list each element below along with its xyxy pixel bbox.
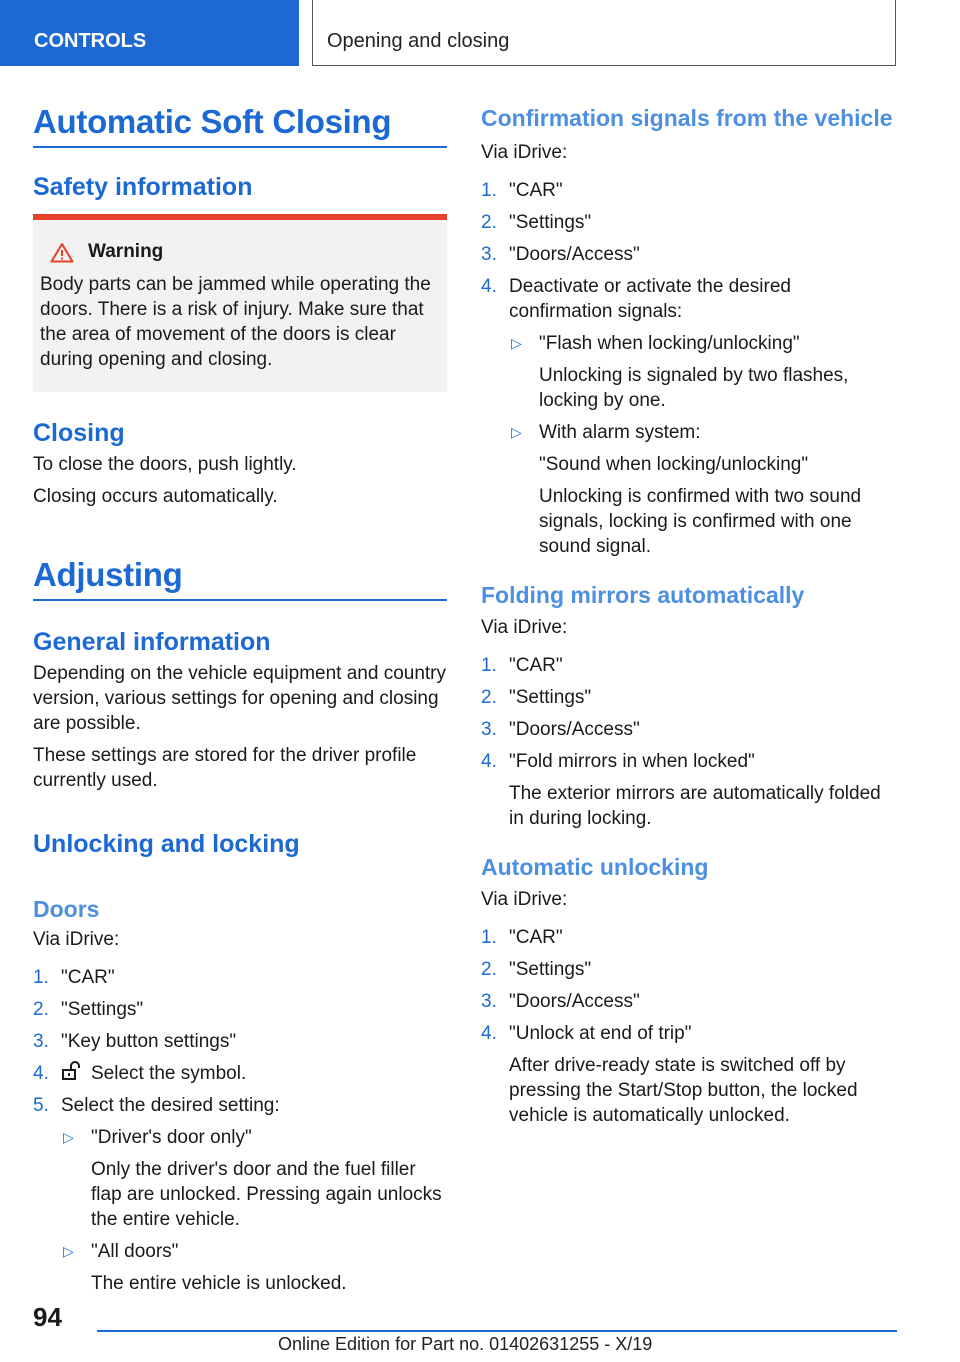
list-item: 2. "Settings" bbox=[481, 212, 592, 233]
list-item: 2. "Settings" bbox=[481, 687, 592, 708]
left-column bbox=[33, 100, 447, 1303]
section-tab[interactable] bbox=[0, 0, 299, 66]
general-text-2: These settings are stored for the driver profile currently used. bbox=[33, 745, 417, 791]
heading-unlocking-and-locking: Unlocking and locking bbox=[33, 830, 300, 858]
section-label: CONTROLS bbox=[34, 30, 147, 52]
doors-via-idrive: Via iDrive: bbox=[33, 929, 120, 950]
triangle-bullet-icon: ▷ bbox=[63, 1243, 74, 1259]
warning-title bbox=[50, 240, 439, 264]
doors-options-list bbox=[61, 1125, 447, 1296]
heading-confirmation-signals: Confirmation signals from the vehicle bbox=[481, 105, 893, 131]
warning-triangle-icon bbox=[50, 242, 74, 263]
list-item: 3. "Doors/Access" bbox=[481, 991, 640, 1012]
unlock-key-icon bbox=[61, 1061, 85, 1081]
warning-box bbox=[33, 214, 447, 392]
list-item: 4. "Fold mirrors in when locked" The exterior mirrors are automatically folded in during locking. bbox=[481, 751, 881, 829]
page-number: 94 bbox=[33, 1302, 62, 1332]
list-item: ▷ "Flash when locking/unlocking" Unlocking is signaled by two flashes, locking by one. bbox=[511, 333, 849, 411]
confirm-options-list bbox=[509, 331, 895, 559]
heading-general-information: General information bbox=[33, 628, 271, 656]
chapter-tab[interactable] bbox=[312, 0, 896, 66]
footer-divider bbox=[97, 1330, 897, 1332]
heading-safety-information: Safety information bbox=[33, 173, 253, 201]
list-item: 2. "Settings" bbox=[481, 959, 592, 980]
confirm-via-idrive: Via iDrive: bbox=[481, 142, 568, 163]
doors-steps-list bbox=[33, 965, 447, 1296]
list-item: 3. "Doors/Access" bbox=[481, 719, 640, 740]
list-item: 1. "CAR" bbox=[481, 180, 563, 201]
closing-text-1: To close the doors, push lightly. bbox=[33, 454, 297, 475]
heading-automatic-unlocking: Automatic unlocking bbox=[481, 854, 709, 880]
list-item: ▷ "All doors" The entire vehicle is unlocked. bbox=[63, 1241, 347, 1294]
list-item: 3. "Key button settings" bbox=[33, 1031, 237, 1052]
list-item: 4. Deactivate or activate the desired confirmation signals: ▷ "Flash when locking/unlocking" Unlocking is signaled by two flashes, locking by one. ▷ With alarm system: "Sound when locking/unlocking" Unlocking is confirmed with two sound signals, locking is confirmed with one sound signal. bbox=[481, 274, 895, 559]
warning-title-text: Warning bbox=[88, 241, 164, 262]
heading-closing: Closing bbox=[33, 419, 125, 447]
heading-adjusting: Adjusting bbox=[33, 553, 447, 601]
folding-via-idrive: Via iDrive: bbox=[481, 617, 568, 638]
heading-doors: Doors bbox=[33, 896, 100, 922]
folding-steps-list bbox=[481, 653, 895, 831]
triangle-bullet-icon: ▷ bbox=[511, 335, 522, 351]
closing-text-2: Closing occurs automatically. bbox=[33, 486, 278, 507]
list-item: 1. "CAR" bbox=[481, 655, 563, 676]
confirm-steps-list bbox=[481, 178, 895, 559]
list-item: 5. Select the desired setting: ▷ "Driver's door only" Only the driver's door and the fuel filler flap are unlocked. Pressing again unlocks the entire vehicle. ▷ "All doors" The entire vehicle is unlocked. bbox=[33, 1093, 447, 1296]
list-item: ▷ "Driver's door only" Only the driver's door and the fuel filler flap are unlocked. Pressing again unlocks the entire vehicle. bbox=[63, 1127, 442, 1230]
triangle-bullet-icon: ▷ bbox=[63, 1129, 74, 1145]
unlock-steps-list bbox=[481, 925, 895, 1128]
general-text-1: Depending on the vehicle equipment and country version, various settings for opening and closing are possible. bbox=[33, 663, 447, 734]
heading-automatic-soft-closing: Automatic Soft Closing bbox=[33, 100, 447, 148]
list-item: ▷ With alarm system: "Sound when locking/unlocking" Unlocking is confirmed with two sound signals, locking is confirmed with one sound signal. bbox=[511, 422, 862, 557]
list-item: 1. "CAR" bbox=[481, 927, 563, 948]
triangle-bullet-icon: ▷ bbox=[511, 424, 522, 440]
footer-edition: Online Edition for Part no. 01402631255 - X/19 bbox=[278, 1334, 653, 1354]
list-item: 2. "Settings" bbox=[33, 999, 144, 1020]
chapter-label: Opening and closing bbox=[327, 30, 510, 52]
list-item: 1. "CAR" bbox=[33, 967, 115, 988]
unlock-via-idrive: Via iDrive: bbox=[481, 889, 568, 910]
right-column bbox=[481, 100, 895, 1135]
list-item: 3. "Doors/Access" bbox=[481, 244, 640, 265]
list-item: 4. Select the symbol. bbox=[33, 1063, 247, 1084]
heading-folding-mirrors: Folding mirrors automatically bbox=[481, 582, 805, 608]
warning-text: Body parts can be jammed while operating the doors. There is a risk of injury. Make sure that the area of movement of the doors is clear during opening and closing. bbox=[40, 274, 431, 370]
list-item: 4. "Unlock at end of trip" After drive-ready state is switched off by pressing the Start/Stop button, the locked vehicle is automatically unlocked. bbox=[481, 1023, 858, 1126]
